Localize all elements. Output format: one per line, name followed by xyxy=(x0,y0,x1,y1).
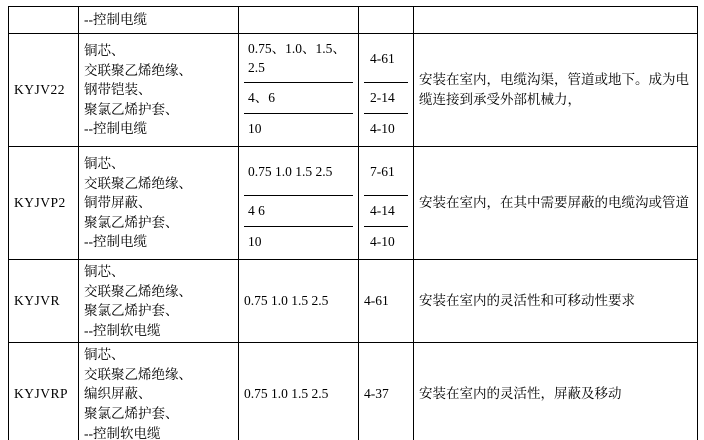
description-line: 钢带铠装、 xyxy=(84,82,152,98)
core-value: 2-14 xyxy=(370,89,395,105)
core-value: 4-10 xyxy=(370,120,395,136)
description-line: 铜芯、 xyxy=(84,43,125,59)
cell-usage xyxy=(414,7,698,34)
table-row xyxy=(9,34,698,147)
cell-core xyxy=(359,7,414,34)
cell-description xyxy=(79,147,239,260)
core-value: 4-61 xyxy=(370,50,395,66)
cell-type: KYJV22 xyxy=(9,34,79,147)
description-line: 聚氯乙烯护套、 xyxy=(84,101,179,117)
cell-spec xyxy=(239,7,359,34)
cell-type xyxy=(9,7,79,34)
spec-value: 4 6 xyxy=(248,202,265,218)
description-line: 交联聚乙烯绝缘、 xyxy=(84,366,192,382)
spec-value: 4、6 xyxy=(248,89,275,105)
description-line: 聚氯乙烯护套、 xyxy=(84,214,179,230)
description-line: 交联聚乙烯绝缘、 xyxy=(84,283,192,299)
cell-core-group xyxy=(359,34,414,147)
description-line: --控制电缆 xyxy=(84,12,147,28)
cell-description xyxy=(79,34,239,147)
spec-value: 10 xyxy=(248,233,262,249)
core-value: 4-14 xyxy=(370,202,395,218)
cell-description xyxy=(79,7,239,34)
description-line: --控制电缆 xyxy=(84,234,147,250)
core-value: 7-61 xyxy=(370,163,395,179)
cell-core: 4-37 xyxy=(359,343,414,440)
description-line: 交联聚乙烯绝缘、 xyxy=(84,62,192,78)
cell-description xyxy=(79,343,239,440)
description-line: 聚氯乙烯护套、 xyxy=(84,303,179,319)
cell-type: KYJVP2 xyxy=(9,147,79,260)
cell-core: 4-61 xyxy=(359,260,414,343)
core-value: 4-10 xyxy=(370,233,395,249)
description-line: 铜芯、 xyxy=(84,156,125,172)
cell-usage: 安装在室内的灵活性，屏蔽及移动 xyxy=(414,343,698,440)
spec-value: 0.75 1.0 1.5 2.5 xyxy=(248,163,333,179)
description-line: 铜带屏蔽、 xyxy=(84,195,152,211)
spec-subtable xyxy=(244,149,353,257)
description-line: 聚氯乙烯护套、 xyxy=(84,405,179,421)
table-row xyxy=(9,343,698,440)
cell-usage: 安装在室内，在其中需要屏蔽的电缆沟或管道 xyxy=(414,147,698,260)
description-line: 铜芯、 xyxy=(84,347,125,363)
spec-subtable xyxy=(244,36,353,144)
cell-spec-group xyxy=(239,34,359,147)
description-line: 铜芯、 xyxy=(84,264,125,279)
table-row xyxy=(9,260,698,343)
table-row xyxy=(9,7,698,34)
cell-description xyxy=(79,260,239,343)
core-subtable xyxy=(364,36,408,144)
cell-spec: 0.75 1.0 1.5 2.5 xyxy=(239,260,359,343)
cell-usage: 安装在室内，电缆沟渠，管道或地下。成为电缆连接到承受外部机械力， xyxy=(414,34,698,147)
spec-value: 10 xyxy=(248,120,262,136)
cell-spec-group xyxy=(239,147,359,260)
description-line: --控制软电缆 xyxy=(84,322,161,338)
cell-type: KYJVRP xyxy=(9,343,79,440)
core-subtable xyxy=(364,149,408,257)
description-line: --控制软电缆 xyxy=(84,425,161,440)
cell-type: KYJVR xyxy=(9,260,79,343)
cell-core-group xyxy=(359,147,414,260)
cable-specification-table xyxy=(8,6,698,440)
description-line: --控制电缆 xyxy=(84,121,147,137)
description-line: 交联聚乙烯绝缘、 xyxy=(84,175,192,191)
cell-spec: 0.75 1.0 1.5 2.5 xyxy=(239,343,359,440)
table-row xyxy=(9,147,698,260)
cell-usage: 安装在室内的灵活性和可移动性要求 xyxy=(414,260,698,343)
spec-value: 0.75、1.0、1.5、2.5 xyxy=(248,41,346,75)
description-line: 编织屏蔽、 xyxy=(84,386,152,402)
